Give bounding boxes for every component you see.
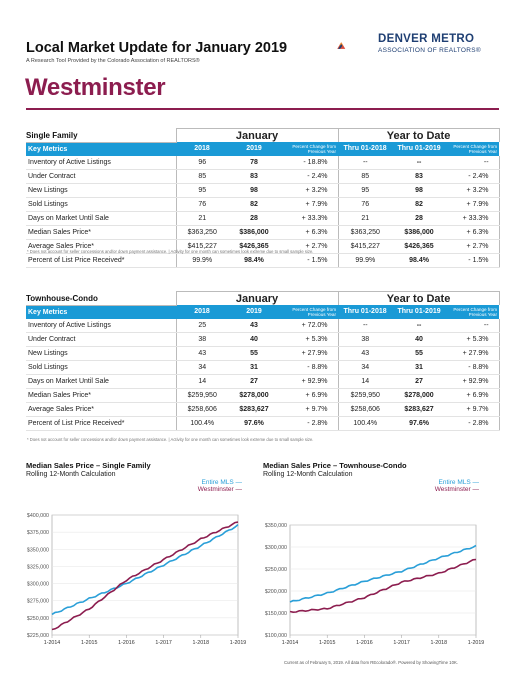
col-percent-change: Percent Change from Previous Year [280,305,338,319]
metric-label: Percent of List Price Received* [26,253,176,267]
y-tick-label: $225,000 [26,633,49,639]
chart-legend: Entire MLS — Westminster — [197,479,242,493]
metric-label: Inventory of Active Listings [26,156,176,170]
city-title: Westminster [25,74,166,101]
metric-value: + 92.9% [280,374,338,388]
table-row [26,360,499,374]
metric-value: 21 [338,211,392,225]
metric-value: + 9.7% [280,402,338,416]
section-title: Townhouse-Condo [26,292,176,306]
page-title: Local Market Update for January 2019 [26,40,288,56]
metric-label: Days on Market Until Sale [26,374,176,388]
plot-frame [290,525,476,635]
x-tick-label: 1-2015 [80,640,98,646]
metric-value: - 2.8% [280,416,338,430]
metric-value: 14 [176,374,228,388]
metric-label: Sold Listings [26,197,176,211]
chart-title: Median Sales Price – Townhouse-Condo [263,461,407,470]
metric-value: 95 [176,183,228,197]
metric-value: 98.4% [228,253,280,267]
metric-value: + 6.9% [280,388,338,402]
metric-value: $259,950 [338,388,392,402]
metric-value: 83 [228,169,280,183]
metric-value: + 27.9% [446,346,499,360]
ytd-header: Year to Date [338,129,499,143]
metric-value: $278,000 [392,388,446,402]
metric-value: 100.4% [176,416,228,430]
table-row [26,197,499,211]
metric-value: $259,950 [176,388,228,402]
metric-value: $283,627 [228,402,280,416]
metric-value: 38 [338,332,392,346]
metric-value: $258,606 [338,402,392,416]
chart-legend: Entire MLS — Westminster — [434,479,479,493]
col-thru-2019: Thru 01-2019 [392,142,446,156]
col-ytd-percent-change: Percent Change from Previous Year [446,305,499,319]
metric-value: $283,627 [392,402,446,416]
january-header: January [176,129,338,143]
townhouse-price-chart [245,505,507,650]
metric-label: Under Contract [26,332,176,346]
series-line-westminster [52,522,238,629]
metric-value: - 1.5% [446,253,499,267]
y-tick-label: $325,000 [26,564,49,571]
metric-value: 97.6% [228,416,280,430]
footnote: * Does not account for seller concessions and/or down payment assistance. | Activity for one month can sometimes look extreme due to small sample size. [27,437,314,442]
table-row [26,225,499,239]
metric-value: + 3.2% [280,183,338,197]
table-row [26,346,499,360]
col-2018: 2018 [176,142,228,156]
metric-value: 43 [228,319,280,333]
chart-subtitle: Rolling 12-Month Calculation [26,471,116,478]
townhouse-table [26,291,500,431]
metric-value: - 8.8% [280,360,338,374]
y-tick-label: $400,000 [26,513,49,519]
january-header: January [176,292,338,306]
metric-label: Days on Market Until Sale [26,211,176,225]
data-source-note: Current as of February 5, 2019. All data from REcolorado®. Powered by ShowingTime 10K. [284,660,459,665]
metric-label: Percent of List Price Received* [26,416,176,430]
metric-value: -- [446,319,499,333]
col-2019: 2019 [228,305,280,319]
col-2019: 2019 [228,142,280,156]
y-tick-label: $200,000 [264,589,287,595]
metric-value: + 2.7% [280,239,338,253]
x-tick-label: 1-2019 [229,640,247,646]
legend-entry: Westminster [434,486,471,493]
metric-value: $426,365 [228,239,280,253]
y-tick-label: $375,000 [26,530,49,537]
metric-value: -- [338,156,392,170]
metric-value: 55 [392,346,446,360]
x-tick-label: 1-2016 [118,640,135,646]
metric-value: 43 [338,346,392,360]
metric-value: 78 [228,156,280,170]
metric-value: $278,000 [228,388,280,402]
metric-value: 95 [338,183,392,197]
plot-frame [52,515,238,635]
metric-value: 40 [228,332,280,346]
metric-label: Average Sales Price* [26,239,176,253]
y-tick-label: $150,000 [264,611,287,617]
x-tick-label: 1-2018 [430,640,448,646]
col-percent-change: Percent Change from Previous Year [280,142,338,156]
table-row [26,183,499,197]
table-row [26,402,499,416]
col-2018: 2018 [176,305,228,319]
metric-value: + 7.9% [446,197,499,211]
metric-label: New Listings [26,346,176,360]
col-thru-2018: Thru 01-2018 [338,142,392,156]
legend-entry: Entire MLS [201,479,234,486]
metric-value: 38 [176,332,228,346]
section-title: Single Family [26,129,176,143]
metric-value: + 6.9% [446,388,499,402]
table-row [26,416,499,430]
y-tick-label: $250,000 [264,567,287,573]
metric-value: 55 [228,346,280,360]
logo-line2: ASSOCIATION OF REALTORS® [378,47,482,54]
metric-value: 34 [176,360,228,374]
metric-value: -- [392,156,446,170]
metric-label: Under Contract [26,169,176,183]
x-tick-label: 1-2014 [281,640,299,646]
metric-value: 21 [176,211,228,225]
metric-value: -- [338,319,392,333]
metric-value: - 2.4% [446,169,499,183]
metric-value: 82 [392,197,446,211]
metric-value: + 5.3% [446,332,499,346]
metric-value: 27 [392,374,446,388]
metric-label: Median Sales Price* [26,388,176,402]
metric-label: Inventory of Active Listings [26,319,176,333]
metric-value: $415,227 [338,239,392,253]
metric-value: + 33.3% [446,211,499,225]
chart-subtitle: Rolling 12-Month Calculation [263,471,353,478]
metric-value: 34 [338,360,392,374]
metric-value: 14 [338,374,392,388]
metric-label: Median Sales Price* [26,225,176,239]
metric-value: - 18.8% [280,156,338,170]
metric-value: + 33.3% [280,211,338,225]
metric-value: 31 [392,360,446,374]
title-divider [26,108,499,110]
metric-value: $386,000 [228,225,280,239]
legend-entry: Westminster [197,486,234,493]
series-line-entire-mls [290,546,476,603]
metric-value: 97.6% [392,416,446,430]
metric-value: + 9.7% [446,402,499,416]
metric-value: + 6.3% [280,225,338,239]
table-row [26,374,499,388]
metric-value: 28 [228,211,280,225]
metric-value: -- [392,319,446,333]
metric-value: 82 [228,197,280,211]
metric-value: 43 [176,346,228,360]
metric-label: New Listings [26,183,176,197]
chart-title: Median Sales Price – Single Family [26,461,151,470]
x-tick-label: 1-2018 [192,640,210,646]
x-tick-label: 1-2016 [356,640,373,646]
x-tick-label: 1-2017 [393,640,410,646]
metric-value: 83 [392,169,446,183]
metric-value: 100.4% [338,416,392,430]
y-tick-label: $250,000 [26,615,49,622]
metric-value: + 92.9% [446,374,499,388]
metric-value: 25 [176,319,228,333]
single-family-price-chart [0,505,262,650]
metric-value: $386,000 [392,225,446,239]
metric-value: 76 [176,197,228,211]
metric-value: $363,250 [338,225,392,239]
legend-entry: Entire MLS [438,479,471,486]
metric-value: $426,365 [392,239,446,253]
ytd-header: Year to Date [338,292,499,306]
page-subtitle: A Research Tool Provided by the Colorado Association of REALTORS® [26,58,200,64]
metric-value: 28 [392,211,446,225]
metric-value: 96 [176,156,228,170]
metric-value: 98 [392,183,446,197]
table-row [26,156,499,170]
metric-value: 27 [228,374,280,388]
metric-value: 76 [338,197,392,211]
table-row [26,169,499,183]
metric-value: 99.9% [176,253,228,267]
metric-value: 40 [392,332,446,346]
single-family-table [26,128,500,268]
metric-value: + 27.9% [280,346,338,360]
metric-label: Sold Listings [26,360,176,374]
y-tick-label: $100,000 [264,633,287,639]
metric-value: 85 [338,169,392,183]
metric-value: + 7.9% [280,197,338,211]
metric-value: + 5.3% [280,332,338,346]
metric-value: 98 [228,183,280,197]
metric-value: - 8.8% [446,360,499,374]
metric-value: + 2.7% [446,239,499,253]
metric-value: 99.9% [338,253,392,267]
metric-value: - 1.5% [280,253,338,267]
key-metrics-header: Key Metrics [26,305,176,319]
metric-value: - 2.4% [280,169,338,183]
x-tick-label: 1-2019 [467,640,485,646]
association-logo-icon [337,29,375,63]
table-row [26,388,499,402]
y-tick-label: $275,000 [26,598,49,605]
series-line-westminster [290,560,476,613]
x-tick-label: 1-2014 [43,640,61,646]
metric-value: 98.4% [392,253,446,267]
x-tick-label: 1-2015 [318,640,336,646]
col-ytd-percent-change: Percent Change from Previous Year [446,142,499,156]
col-thru-2018: Thru 01-2018 [338,305,392,319]
table-row [26,332,499,346]
metric-value: + 3.2% [446,183,499,197]
metric-value: $363,250 [176,225,228,239]
y-tick-label: $300,000 [26,581,49,588]
footnote: * Does not account for seller concessions and/or down payment assistance. | Activity for one month can sometimes look extreme due to small sample size. [27,249,314,254]
y-tick-label: $350,000 [264,523,287,529]
table-row [26,211,499,225]
y-tick-label: $300,000 [264,545,287,551]
metric-value: - 2.8% [446,416,499,430]
y-tick-label: $350,000 [26,547,49,554]
metric-value: $258,606 [176,402,228,416]
metric-value: 31 [228,360,280,374]
key-metrics-header: Key Metrics [26,142,176,156]
metric-value: 85 [176,169,228,183]
logo-line1: DENVER METRO [378,33,475,45]
x-tick-label: 1-2017 [155,640,172,646]
table-row [26,319,499,333]
metric-value: + 72.0% [280,319,338,333]
col-thru-2019: Thru 01-2019 [392,305,446,319]
metric-label: Average Sales Price* [26,402,176,416]
metric-value: -- [446,156,499,170]
metric-value: $415,227 [176,239,228,253]
metric-value: + 6.3% [446,225,499,239]
table-row [26,253,499,267]
